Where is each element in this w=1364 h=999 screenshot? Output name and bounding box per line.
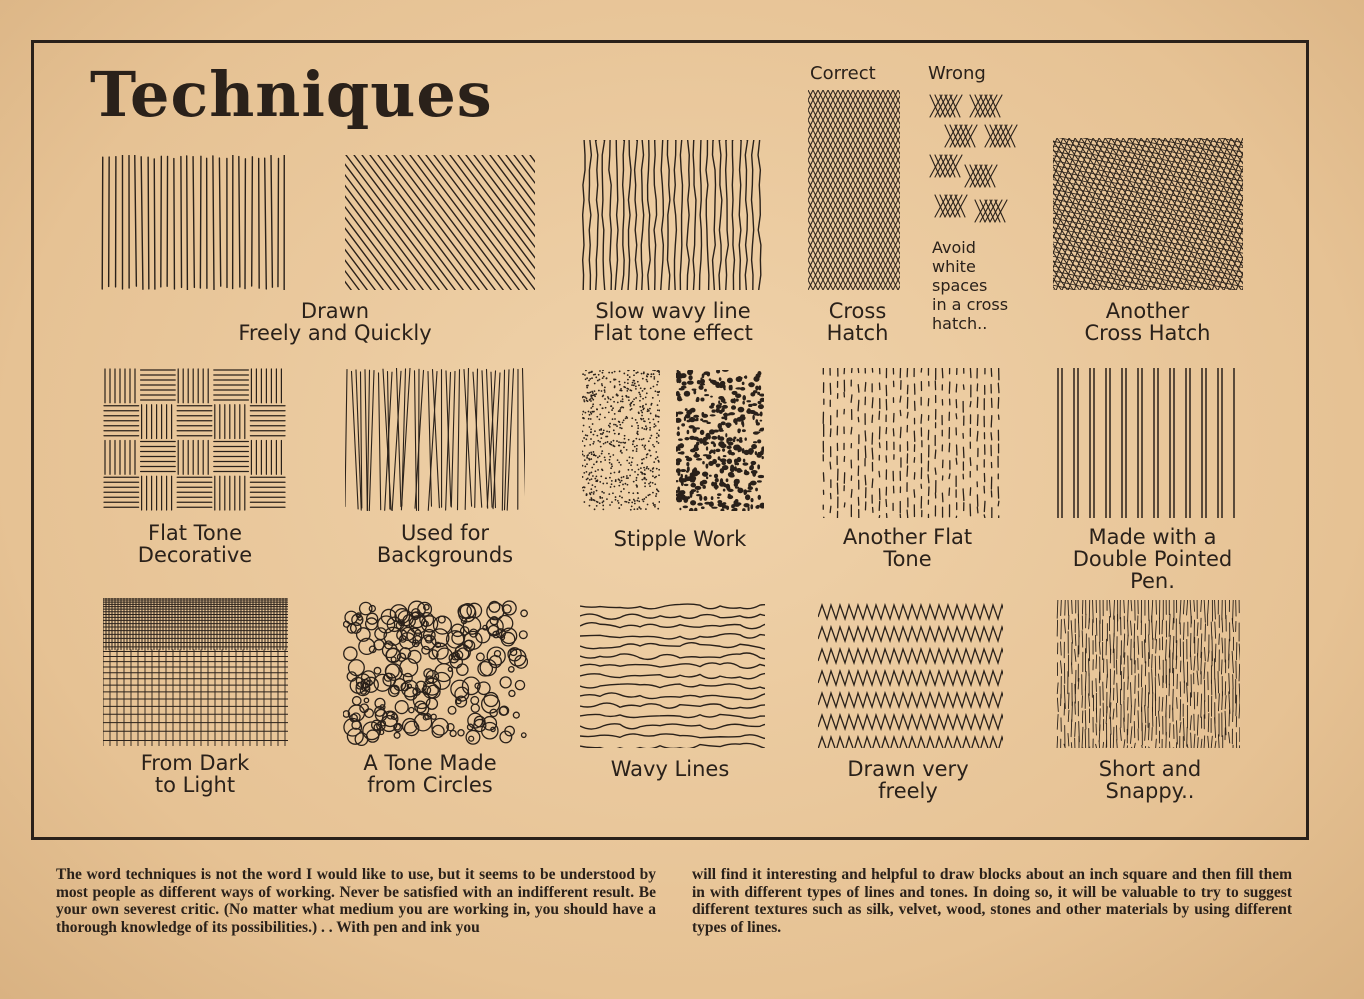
caption-dark-to-light: From Dark to Light xyxy=(140,751,250,797)
swatch-stipple-fine xyxy=(582,370,660,511)
swatch-dark-to-light xyxy=(103,598,288,746)
caption-drawn-very-freely: Drawn very freely xyxy=(847,757,969,803)
caption-used-for-backgrounds: Used for Backgrounds xyxy=(376,521,514,567)
paragraph-right: will find it interesting and helpful to draw blocks about an inch square and then fill them in with different types of lines and tones. In doing so, it will be valuable to try to suggest different textures such as silk, velvet, wood, stones and other materials by using different types of lines. xyxy=(692,866,1292,936)
label-correct: Correct xyxy=(810,63,876,84)
note-avoid-white-spaces: Avoid white spaces in a cross hatch.. xyxy=(932,238,1009,333)
swatch-short-and-snappy xyxy=(1055,600,1240,748)
caption-slow-wavy-line: Slow wavy line Flat tone effect xyxy=(593,299,753,345)
paragraph-left: The word techniques is not the word I would like to use, but it seems to be understood by most people as different ways of working. Never be satisfied with an indifferent result. Be your own severest critic. (No matter what medium you are working in, you should have a thorough knowledge of its possibilities.) . . With pen and ink you xyxy=(56,866,656,936)
caption-short-and-snappy: Short and Snappy.. xyxy=(1098,757,1202,803)
swatch-backgrounds xyxy=(345,368,525,511)
swatch-drawn-very-freely xyxy=(818,600,1003,748)
swatch-wavy-lines xyxy=(580,600,765,748)
swatch-wavy-vertical xyxy=(582,140,764,290)
swatch-wrong-cross-hatch xyxy=(925,90,1020,230)
swatch-stipple-coarse xyxy=(676,370,764,511)
caption-cross-hatch: Cross Hatch xyxy=(826,299,889,345)
caption-another-flat-tone: Another Flat Tone xyxy=(842,525,973,571)
swatch-double-pointed-pen xyxy=(1055,368,1235,518)
swatch-cross-hatch xyxy=(808,90,900,290)
caption-double-pointed-pen: Made with a Double Pointed Pen. xyxy=(1072,525,1233,593)
caption-another-cross-hatch: Another Cross Hatch xyxy=(1084,299,1211,345)
swatch-circles xyxy=(343,598,528,746)
swatch-another-flat-tone xyxy=(820,368,1000,518)
caption-stipple-work: Stipple Work xyxy=(613,527,747,551)
caption-drawn-freely: Drawn Freely and Quickly xyxy=(238,299,432,345)
swatch-another-cross-hatch xyxy=(1053,138,1243,290)
caption-flat-tone-decorative: Flat Tone Decorative xyxy=(137,521,253,567)
swatch-vertical-lines xyxy=(100,155,290,290)
caption-circles: A Tone Made from Circles xyxy=(363,751,497,797)
swatch-diagonal-lines xyxy=(345,155,535,290)
label-wrong: Wrong xyxy=(928,63,986,84)
caption-wavy-lines: Wavy Lines xyxy=(610,757,730,781)
page-title: Techniques xyxy=(90,58,493,131)
swatch-flat-tone-decorative xyxy=(103,368,286,511)
